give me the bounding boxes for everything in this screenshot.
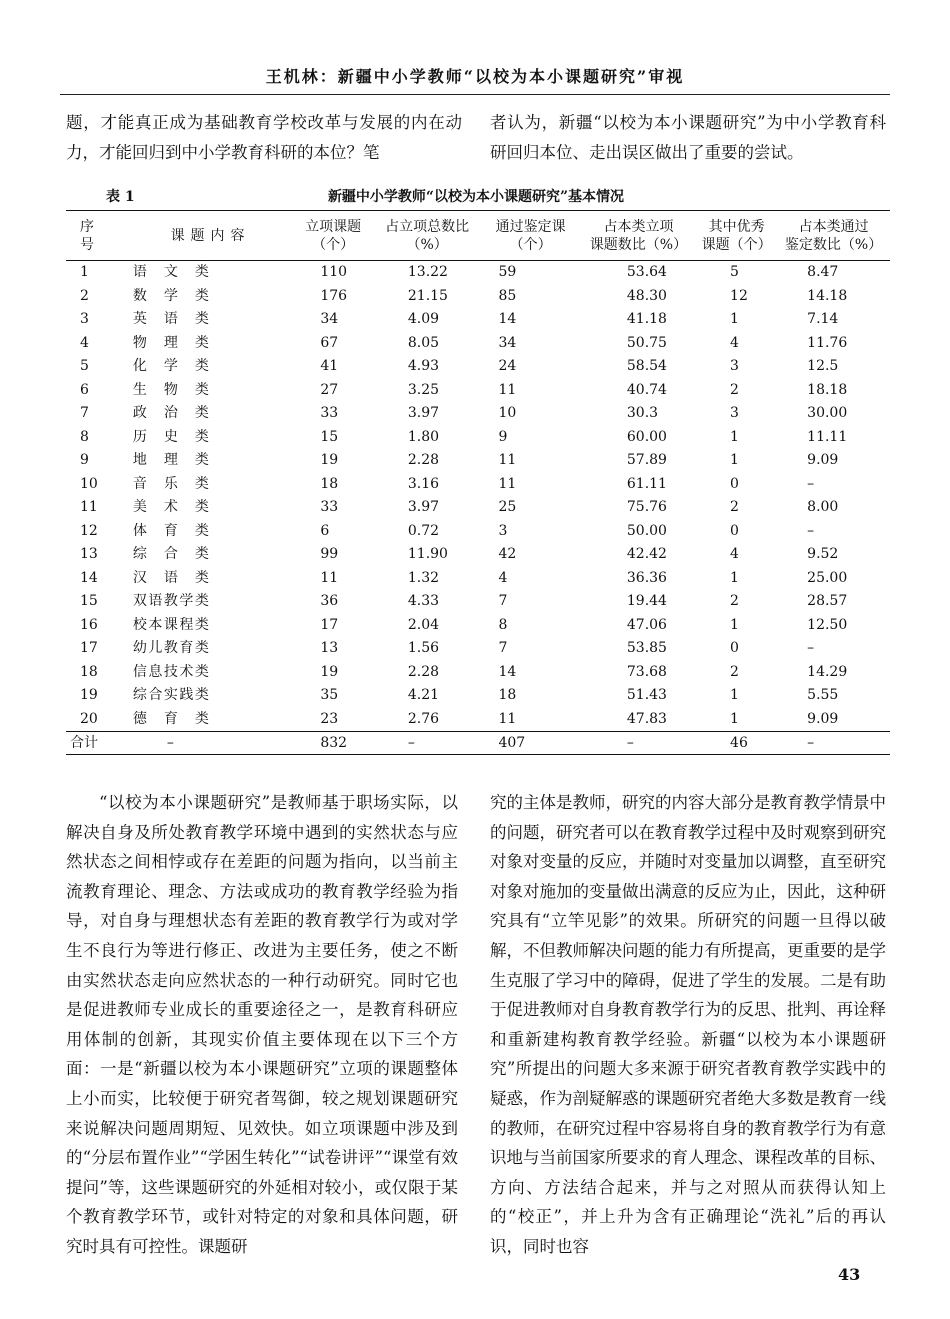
row-topic: [129, 355, 292, 379]
row-excellent-share: –: [807, 640, 815, 656]
total-project-share: –: [374, 732, 481, 755]
row-project-share: 11.90: [407, 546, 448, 562]
row-project-share: 3.16: [407, 475, 440, 492]
row-projects: 19: [320, 452, 339, 468]
row-topic: [129, 379, 292, 403]
row-approved: 85: [498, 287, 517, 304]
row-index: 7: [80, 405, 89, 421]
row-excellent-share: 25.00: [807, 569, 848, 586]
row-approved-share: 58.54: [626, 358, 667, 374]
row-project-share: 0.72: [407, 522, 440, 539]
total-approved-share: –: [581, 732, 696, 755]
row-project-share: 4.21: [407, 687, 440, 703]
topic-label: 物理类: [132, 334, 209, 351]
header-excellent: 其中优秀 课题（个）: [696, 211, 777, 261]
row-approved-share: 75.76: [626, 499, 667, 515]
table-row: [66, 661, 890, 685]
row-excellent: 1: [730, 710, 739, 727]
row-excellent: 1: [730, 311, 739, 327]
row-topic: [129, 590, 292, 614]
row-project-share: 2.28: [407, 663, 440, 680]
row-approved-share: 30.3: [626, 405, 659, 421]
header-excellent-share: 占本类通过 鉴定数比（%）: [777, 211, 890, 261]
row-projects: 33: [320, 499, 339, 515]
table-row: [66, 332, 890, 356]
row-approved: 11: [498, 710, 517, 727]
row-topic: [129, 661, 292, 685]
running-head: 王机林：新疆中小学教师“以校为本小课题研究”审视: [265, 67, 685, 86]
topic-label: 英语类: [132, 311, 209, 327]
row-index: 5: [80, 358, 89, 374]
row-project-share: 8.05: [407, 334, 440, 351]
row-project-share: 21.15: [407, 287, 448, 304]
row-projects: 33: [320, 405, 339, 421]
total-projects: 832: [292, 732, 374, 755]
row-topic: [129, 285, 292, 309]
row-topic: [129, 308, 292, 332]
row-topic: [129, 684, 292, 708]
topic-label: 地理类: [132, 452, 209, 468]
row-approved: 59: [498, 264, 517, 280]
row-approved: 24: [498, 358, 517, 374]
body-right-column: [490, 788, 886, 1262]
table-row: [66, 473, 890, 497]
header-project-share: 占立项总数比 （%）: [374, 211, 481, 261]
row-excellent-share: –: [807, 475, 815, 492]
top-left-column: [66, 108, 462, 167]
row-project-share: 13.22: [407, 264, 448, 280]
row-approved-share: 57.89: [626, 452, 667, 468]
row-topic: [129, 449, 292, 473]
body-left-column: [66, 788, 458, 1262]
row-excellent: 0: [730, 475, 739, 492]
row-index: 10: [80, 475, 98, 492]
row-project-share: 3.97: [407, 499, 440, 515]
header-topic: 课题内容: [129, 211, 292, 261]
total-excellent-share: –: [777, 732, 890, 755]
topic-label: 幼儿教育类: [132, 640, 209, 656]
top-right-column: [490, 108, 886, 167]
table-row: [66, 637, 890, 661]
table-row: [66, 496, 890, 520]
row-excellent: 4: [730, 334, 739, 351]
row-index: 1: [80, 264, 89, 280]
topic-label: 生物类: [132, 381, 209, 398]
table-header-row: [66, 211, 890, 261]
row-approved: 11: [498, 452, 517, 468]
table-row: [66, 567, 890, 591]
row-project-share: 4.93: [407, 358, 440, 374]
row-projects: 19: [320, 663, 339, 680]
row-topic: [129, 708, 292, 732]
row-approved: 3: [498, 522, 508, 539]
header-approved: 通过鉴定课 （个）: [480, 211, 580, 261]
row-excellent-share: 9.09: [807, 710, 839, 727]
table-row: [66, 426, 890, 450]
row-project-share: 1.56: [407, 640, 440, 656]
row-topic: [129, 402, 292, 426]
table-row: [66, 543, 890, 567]
row-project-share: 3.97: [407, 405, 440, 421]
row-excellent-share: 12.50: [807, 616, 848, 633]
table-row: [66, 449, 890, 473]
row-approved: 4: [498, 569, 508, 586]
row-projects: 11: [320, 569, 339, 586]
table-total-row: [66, 732, 890, 755]
top-right-paragraph: 者认为，新疆“以校为本小课题研究”为中小学教育科研回归本位、走出误区做出了重要的尝试。: [490, 113, 886, 162]
row-projects: 110: [320, 264, 348, 280]
row-topic: [129, 543, 292, 567]
row-projects: 99: [320, 546, 339, 562]
row-excellent-share: 8.00: [807, 499, 839, 515]
row-topic: [129, 614, 292, 638]
row-project-share: 1.32: [407, 569, 440, 586]
row-projects: 23: [320, 710, 339, 727]
table-title: 新疆中小学教师“以校为本小课题研究”基本情况: [327, 189, 625, 205]
row-approved: 42: [498, 546, 517, 562]
row-excellent: 5: [730, 264, 739, 280]
row-projects: 6: [320, 522, 330, 539]
row-project-share: 2.28: [407, 452, 440, 468]
table-row: [66, 285, 890, 309]
header-projects: 立项课题 （个）: [292, 211, 374, 261]
row-approved: 25: [498, 499, 517, 515]
row-index: 19: [80, 687, 98, 703]
row-approved-share: 61.11: [626, 475, 667, 492]
row-topic: [129, 496, 292, 520]
row-approved-share: 60.00: [626, 428, 667, 445]
row-topic: [129, 567, 292, 591]
row-project-share: 1.80: [407, 428, 440, 445]
row-approved-share: 42.42: [626, 546, 667, 562]
total-label: 合计: [66, 732, 129, 755]
row-topic: [129, 426, 292, 450]
row-approved: 8: [498, 616, 508, 633]
table-label: 表 1: [106, 189, 135, 205]
row-excellent: 1: [730, 616, 739, 633]
row-approved-share: 40.74: [626, 381, 667, 398]
row-excellent-share: 8.47: [807, 264, 839, 280]
row-approved: 10: [498, 405, 517, 421]
topic-label: 美术类: [132, 499, 209, 515]
row-projects: 13: [320, 640, 339, 656]
row-excellent: 3: [730, 405, 739, 421]
row-excellent: 4: [730, 546, 739, 562]
row-index: 2: [80, 287, 89, 304]
row-excellent-share: 12.5: [807, 358, 839, 374]
row-approved-share: 41.18: [626, 311, 667, 327]
data-table: [66, 210, 890, 755]
row-excellent-share: 9.52: [807, 546, 839, 562]
table-row: [66, 590, 890, 614]
table-row: [66, 708, 890, 732]
topic-label: 化学类: [132, 358, 209, 374]
row-approved-share: 48.30: [626, 287, 667, 304]
row-topic: [129, 261, 292, 285]
row-index: 16: [80, 616, 98, 633]
top-left-paragraph: 题，才能真正成为基础教育学校改革与发展的内在动力，才能回归到中小学教育科研的本位？笔: [66, 113, 462, 162]
row-projects: 17: [320, 616, 339, 633]
row-excellent: 2: [730, 593, 739, 609]
row-excellent-share: 5.55: [807, 687, 839, 703]
row-index: 18: [80, 663, 98, 680]
row-excellent-share: 7.14: [807, 311, 839, 327]
row-approved: 7: [498, 640, 508, 656]
row-approved: 11: [498, 381, 517, 398]
row-excellent-share: 11.11: [807, 428, 848, 445]
row-project-share: 2.04: [407, 616, 440, 633]
table-row: [66, 355, 890, 379]
row-projects: 18: [320, 475, 339, 492]
body-left-paragraph: “以校为本小课题研究”是教师基于职场实际，以解决自身及所处教育教学环境中遇到的实然状态与应然状态之间相悖或存在差距的问题为指向，以当前主流教育理论、理念、方法或成功的教育教学经验为指导，对自身与理想状态有差距的教育教学行为或对学生不良行为等进行修正、改进为主要任务，使之不断由实然状态走向应然状态的一种行动研究。同时它也是促进教师专业成长的重要途径之一，是教育科研应用体制的创新，其现实价值主要体现在以下三个方面：一是“新疆以校为本小课题研究”立项的课题整体上小而实，比较便于研究者驾御，较之规划课题研究来说解决问题周期短、见效快。如立项课题中涉及到的“分层布置作业”“学困生转化”“试卷讲评”“课堂有效提问”等，这些课题研究的外延相对较小，或仅限于某个教育教学环节，或针对特定的对象和具体问题，研究时具有可控性。课题研: [66, 793, 458, 1256]
row-index: 6: [80, 381, 89, 398]
row-approved-share: 50.75: [626, 334, 667, 351]
row-projects: 34: [320, 311, 339, 327]
table-row: [66, 261, 890, 285]
row-approved-share: 53.85: [626, 640, 667, 656]
row-excellent-share: 30.00: [807, 405, 848, 421]
row-topic: [129, 332, 292, 356]
row-approved-share: 47.06: [626, 616, 667, 633]
row-project-share: 4.09: [407, 311, 440, 327]
row-topic: [129, 520, 292, 544]
total-excellent: 46: [696, 732, 777, 755]
table-row: [66, 684, 890, 708]
row-excellent: 3: [730, 358, 739, 374]
row-approved: 7: [498, 593, 508, 609]
row-approved: 14: [498, 311, 517, 327]
row-projects: 27: [320, 381, 339, 398]
row-projects: 36: [320, 593, 339, 609]
row-projects: 15: [320, 428, 339, 445]
table-row: [66, 614, 890, 638]
row-index: 4: [80, 334, 89, 351]
table-row: [66, 308, 890, 332]
row-index: 15: [80, 593, 98, 609]
row-approved: 11: [498, 475, 517, 492]
row-excellent-share: 28.57: [807, 593, 848, 609]
header-index: 序 号: [66, 211, 129, 261]
row-index: 20: [80, 710, 98, 727]
topic-label: 体育类: [132, 522, 209, 539]
row-excellent: 1: [730, 428, 739, 445]
row-topic: [129, 473, 292, 497]
row-approved-share: 50.00: [626, 522, 667, 539]
row-projects: 41: [320, 358, 339, 374]
row-excellent: 1: [730, 452, 739, 468]
row-excellent: 0: [730, 640, 739, 656]
row-approved: 14: [498, 663, 517, 680]
row-index: 11: [80, 499, 98, 515]
row-approved-share: 51.43: [626, 687, 667, 703]
total-approved: 407: [480, 732, 580, 755]
row-index: 14: [80, 569, 98, 586]
row-index: 12: [80, 522, 98, 539]
topic-label: 历史类: [132, 428, 209, 445]
topic-label: 音乐类: [132, 475, 209, 492]
topic-label: 语文类: [132, 264, 209, 280]
topic-label: 双语教学类: [132, 593, 209, 609]
row-projects: 176: [320, 287, 348, 304]
row-approved-share: 36.36: [626, 569, 667, 586]
row-excellent: 1: [730, 569, 739, 586]
row-excellent-share: 11.76: [807, 334, 848, 351]
row-approved: 18: [498, 687, 517, 703]
header-rule: [60, 94, 890, 95]
row-projects: 35: [320, 687, 339, 703]
row-approved: 34: [498, 334, 517, 351]
row-excellent: 2: [730, 499, 739, 515]
row-excellent-share: 14.18: [807, 287, 848, 304]
topic-label: 综合类: [132, 546, 209, 562]
topic-label: 政治类: [132, 405, 209, 421]
row-index: 13: [80, 546, 98, 562]
row-excellent-share: 14.29: [807, 663, 848, 680]
row-project-share: 3.25: [407, 381, 440, 398]
row-project-share: 2.76: [407, 710, 440, 727]
row-approved-share: 47.83: [626, 710, 667, 727]
topic-label: 数学类: [132, 287, 209, 304]
row-approved: 9: [498, 428, 508, 445]
row-index: 17: [80, 640, 98, 656]
row-excellent: 12: [730, 287, 748, 304]
row-approved-share: 53.64: [626, 264, 667, 280]
table-row: [66, 379, 890, 403]
row-excellent-share: 18.18: [807, 381, 848, 398]
row-index: 8: [80, 428, 89, 445]
row-excellent-share: 9.09: [807, 452, 839, 468]
topic-label: 综合实践类: [132, 687, 209, 703]
row-excellent: 0: [730, 522, 739, 539]
topic-label: 德育类: [132, 710, 209, 727]
row-index: 3: [80, 311, 89, 327]
row-index: 9: [80, 452, 89, 468]
topic-label: 汉语类: [132, 569, 209, 586]
row-approved-share: 73.68: [626, 663, 667, 680]
row-excellent: 1: [730, 687, 739, 703]
table-row: [66, 520, 890, 544]
header-approved-share: 占本类立项 课题数比（%）: [581, 211, 696, 261]
page-number: 43: [838, 1265, 861, 1284]
row-excellent: 2: [730, 663, 739, 680]
total-topic: –: [129, 732, 292, 755]
topic-label: 信息技术类: [132, 663, 209, 680]
topic-label: 校本课程类: [132, 616, 209, 633]
row-projects: 67: [320, 334, 339, 351]
row-topic: [129, 637, 292, 661]
row-excellent-share: –: [807, 522, 815, 539]
table-row: [66, 402, 890, 426]
row-project-share: 4.33: [407, 593, 440, 609]
row-excellent: 2: [730, 381, 739, 398]
row-approved-share: 19.44: [626, 593, 667, 609]
body-right-paragraph: 究的主体是教师，研究的内容大部分是教育教学情景中的问题，研究者可以在教育教学过程中及时观察到研究对象对变量的反应，并随时对变量加以调整，直至研究对象对施加的变量做出满意的反应为止，因此，这种研究具有“立竿见影”的效果。所研究的问题一旦得以破解，不但教师解决问题的能力有所提高，更重要的是学生克服了学习中的障碍，促进了学生的发展。二是有助于促进教师对自身教育教学行为的反思、批判、再诠释和重新建构教育教学经验。新疆“以校为本小课题研究”所提出的问题大多来源于研究者教育教学实践中的疑惑，作为剖疑解惑的课题研究者绝大多数是教育一线的教师，在研究过程中容易将自身的教育教学行为有意识地与当前国家所要求的育人理念、课程改革的目标、方向、方法结合起来，并与之对照从而获得认知上的“校正”，并上升为含有正确理论“洗礼”后的再认识，同时也容: [490, 793, 886, 1256]
